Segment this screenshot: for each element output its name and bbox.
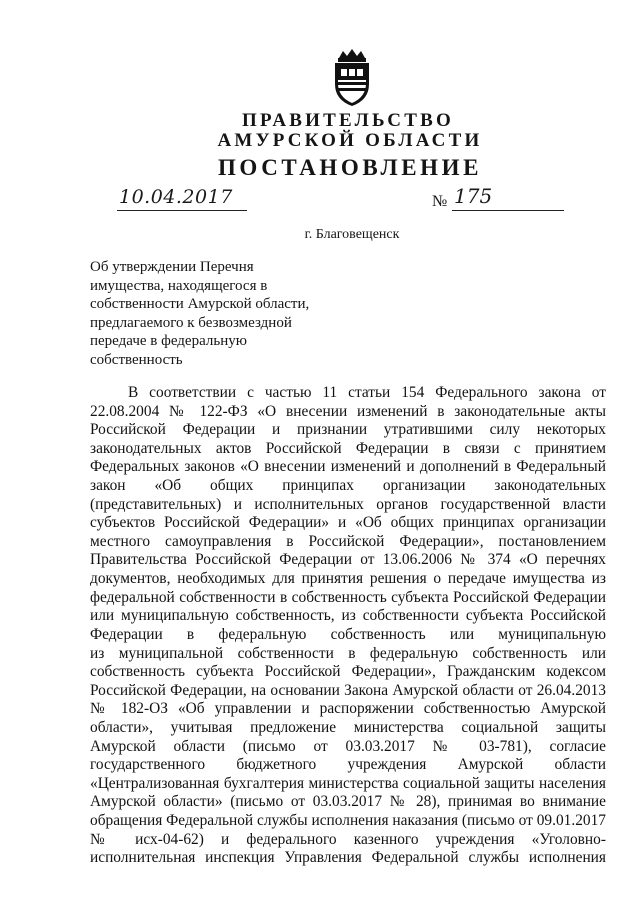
date-field <box>117 186 247 211</box>
body-line: из муниципальной собственности в федеральную собственность или <box>90 644 606 662</box>
body-line: собственность субъекта Российской Федерации», Гражданским кодексом <box>90 663 606 681</box>
body-line: Федеральных законов «О внесении изменений и дополнений в Федеральный <box>90 458 606 476</box>
coat-of-arms-icon <box>327 48 377 108</box>
subject-line: собственность <box>90 351 183 368</box>
city-label: г. Благовещенск <box>304 227 400 242</box>
body-line: Правительства Российской Федерации от 13.06.2006 № 374 «О перечнях <box>90 551 606 569</box>
date-value: 10.04.2017 <box>119 186 233 208</box>
body-line: Амурской области (письмо от 03.03.2017 № 03-781), согласие <box>90 737 606 755</box>
government-title: ПРАВИТЕЛЬСТВО <box>242 110 454 131</box>
subject-line: передаче в федеральную <box>90 333 247 350</box>
subject-block <box>90 258 350 370</box>
body-line: Российской Федерации и признании утратившими силу некоторых <box>90 421 606 439</box>
body-line: Амурской области» (письмо от 03.03.2017 № 28), принимая во внимание <box>90 793 606 811</box>
body-line: Российской Федерации, на основании Закона Амурской области от 26.04.2013 <box>90 681 606 699</box>
body-line: В соответствии с частью 11 статьи 154 Федерального закона от <box>128 384 606 401</box>
body-line: № 182-ОЗ «Об управлении и распоряжении собственностью Амурской <box>90 700 606 718</box>
body-line: области», учитывая предложение министерства социальной защиты <box>90 718 606 736</box>
body-line: Федерации в федеральную собственность или муниципальную <box>90 625 606 643</box>
body-line: или муниципальную собственность, из собственности субъекта Российской <box>90 607 606 625</box>
body-line: местного самоуправления в Российской Федерации», постановлением <box>90 532 606 550</box>
number-sign: № <box>432 193 448 210</box>
subject-line: Об утверждении Перечня <box>90 259 254 275</box>
body-paragraph <box>90 384 606 868</box>
body-line: федеральной собственности в собственность субъекта Российской Федерации <box>90 588 606 606</box>
body-line: (представительных) и исполнительных органов государственной власти <box>90 495 606 513</box>
subject-line: имущества, находящегося в <box>90 277 268 294</box>
region-title: АМУРСКОЙ ОБЛАСТИ <box>217 130 483 151</box>
number-field <box>452 184 564 211</box>
body-line: документов, необходимых для принятия решения о передаче имущества из <box>90 570 606 588</box>
body-line: исполнительная инспекция Управления Федеральной службы исполнения <box>90 849 606 867</box>
body-line: субъектов Российской Федерации» и «Об общих принципах организации <box>90 514 606 532</box>
body-line: «Централизованная бухгалтерия министерства социальной защиты населения <box>90 774 606 792</box>
body-line: обращения Федеральной службы исполнения наказания (письмо от 09.01.2017 <box>90 812 606 830</box>
body-line: № исх-04-62) и федерального казенного учреждения «Уголовно- <box>90 830 606 848</box>
subject-line: собственности Амурской области, <box>90 296 310 313</box>
body-line: 22.08.2004 № 122-ФЗ «О внесении изменений в законодательные акты <box>90 402 606 420</box>
document-type-title: ПОСТАНОВЛЕНИЕ <box>217 155 483 180</box>
body-line: государственного бюджетного учреждения Амурской области <box>90 756 606 774</box>
number-value: 175 <box>454 184 493 208</box>
subject-line: предлагаемого к безвозмездной <box>90 314 292 331</box>
body-line: закон «Об общих принципах организации законодательных <box>90 477 606 495</box>
body-line: законодательных актов Российской Федерации в связи с принятием <box>90 439 606 457</box>
